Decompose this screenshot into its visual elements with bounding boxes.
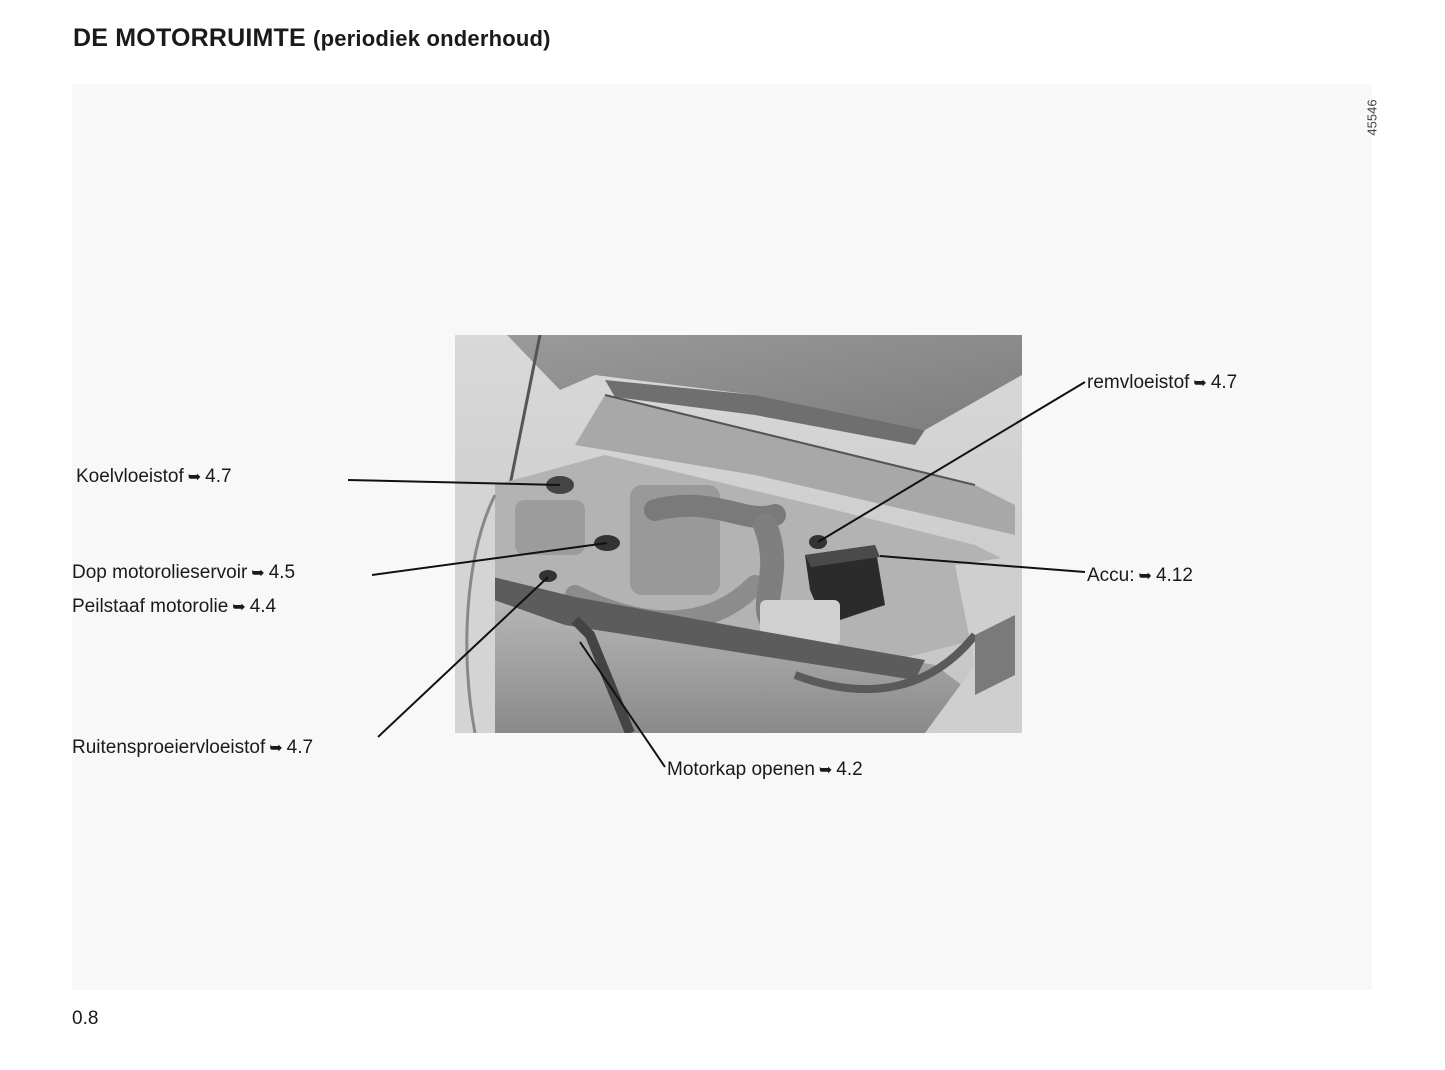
arrow-right-icon: ➥: [251, 563, 265, 582]
callout-battery-label: Accu:: [1087, 565, 1135, 586]
callout-bonnet-ref: 4.2: [836, 759, 863, 780]
arrow-right-icon: ➥: [232, 597, 246, 616]
callout-oil-cap-ref: 4.5: [268, 562, 296, 583]
callout-dipstick-label: Peilstaaf motorolie: [72, 596, 229, 617]
arrow-right-icon: ➥: [187, 467, 202, 486]
callout-washer-ref: 4.7: [286, 737, 314, 758]
callout-brake: [1087, 372, 1237, 394]
callout-brake-ref: 4.7: [1210, 372, 1238, 393]
callout-washer-label: Ruitensproeiervloeistof: [72, 737, 266, 758]
callout-oil-cap-label: Dop motorolieservoir: [72, 562, 248, 583]
page-title-main: DE MOTORRUIMTE: [73, 24, 306, 52]
arrow-right-icon: ➥: [818, 760, 833, 779]
callout-coolant-ref: 4.7: [205, 466, 232, 487]
callout-dipstick-ref: 4.4: [249, 596, 277, 617]
page-subtitle: (periodiek onderhoud): [313, 26, 551, 51]
page-number: 0.8: [72, 1008, 99, 1029]
callout-battery: [1087, 565, 1193, 587]
callout-battery-ref: 4.12: [1155, 565, 1193, 586]
callout-coolant-label: Koelvloeistof: [76, 466, 184, 487]
callout-bonnet: [667, 759, 863, 781]
page-title: [73, 24, 551, 53]
callout-bonnet-label: Motorkap openen: [667, 759, 815, 780]
arrow-right-icon: ➥: [1193, 373, 1207, 392]
figure-reference-number: 45546: [1364, 99, 1380, 136]
engine-compartment-image: [455, 335, 1022, 733]
callout-coolant: [76, 466, 232, 488]
arrow-right-icon: ➥: [1138, 566, 1152, 585]
callout-washer: [72, 737, 313, 759]
callout-oil-cap: [72, 562, 295, 584]
callout-dipstick: [72, 596, 276, 618]
callout-brake-label: remvloeistof: [1087, 372, 1190, 393]
arrow-right-icon: ➥: [269, 738, 283, 757]
